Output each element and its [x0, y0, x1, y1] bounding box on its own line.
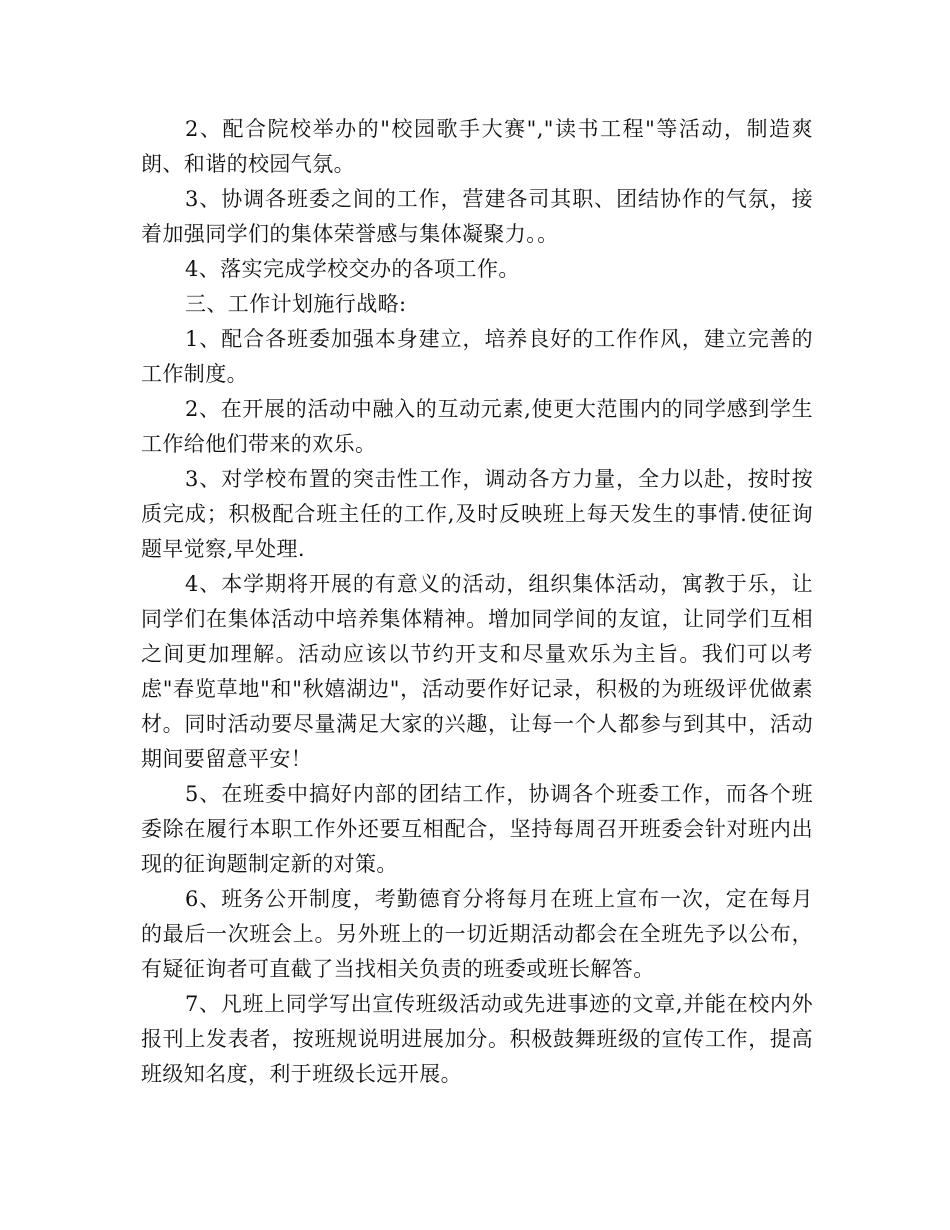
- paragraph-8: 4、本学期将开展的有意义的活动，组织集体活动，寓教于乐，让同学们在集体活动中培养集体精神。增加同学间的友谊，让同学们互相之间更加理解。活动应该以节约开支和尽量欢乐为主旨。我们可以考虑"春览草地"和"秋嬉湖边"，活动要作好记录，积极的为班级评优做素材。同时活动要尽量满足大家的兴趣，让每一个人都参与到其中，活动期间要留意平安！: [141, 572, 813, 771]
- paragraph-3: 4、落实完成学校交办的各项工作。: [185, 257, 520, 281]
- paragraph-7: 3、对学校布置的突击性工作，调动各方力量，全力以赴，按时按质完成；积极配合班主任的工作,及时反映班上每天发生的事情.使征询题早觉察,早处理.: [141, 467, 813, 561]
- section-heading-strategy: 三、工作计划施行战略:: [185, 292, 407, 316]
- paragraph-2: 3、协调各班委之间的工作，营建各司其职、团结协作的气氛，接着加强同学们的集体荣誉感与集体凝聚力。。: [141, 187, 813, 246]
- paragraph-11: 7、凡班上同学写出宣传班级活动或先进事迹的文章,并能在校内外报刊上发表者，按班规说明进展加分。积极鼓舞班级的宣传工作，提高班级知名度，利于班级长远开展。: [141, 992, 813, 1086]
- paragraph-1: 2、配合院校举办的"校园歌手大赛","读书工程"等活动，制造爽朗、和谐的校园气氛。: [141, 117, 813, 176]
- paragraph-5: 1、配合各班委加强本身建立，培养良好的工作作风，建立完善的工作制度。: [141, 327, 813, 386]
- paragraph-6: 2、在开展的活动中融入的互动元素,使更大范围内的同学感到学生工作给他们带来的欢乐。: [141, 397, 813, 456]
- paragraph-9: 5、在班委中搞好内部的团结工作，协调各个班委工作，而各个班委除在履行本职工作外还要互相配合，坚持每周召开班委会针对班内出现的征询题制定新的对策。: [141, 782, 813, 876]
- paragraph-10: 6、班务公开制度，考勤德育分将每月在班上宣布一次，定在每月的最后一次班会上。另外班上的一切近期活动都会在全班先予以公布，有疑征询者可直截了当找相关负责的班委或班长解答。: [141, 887, 813, 981]
- document-body: [141, 112, 813, 1092]
